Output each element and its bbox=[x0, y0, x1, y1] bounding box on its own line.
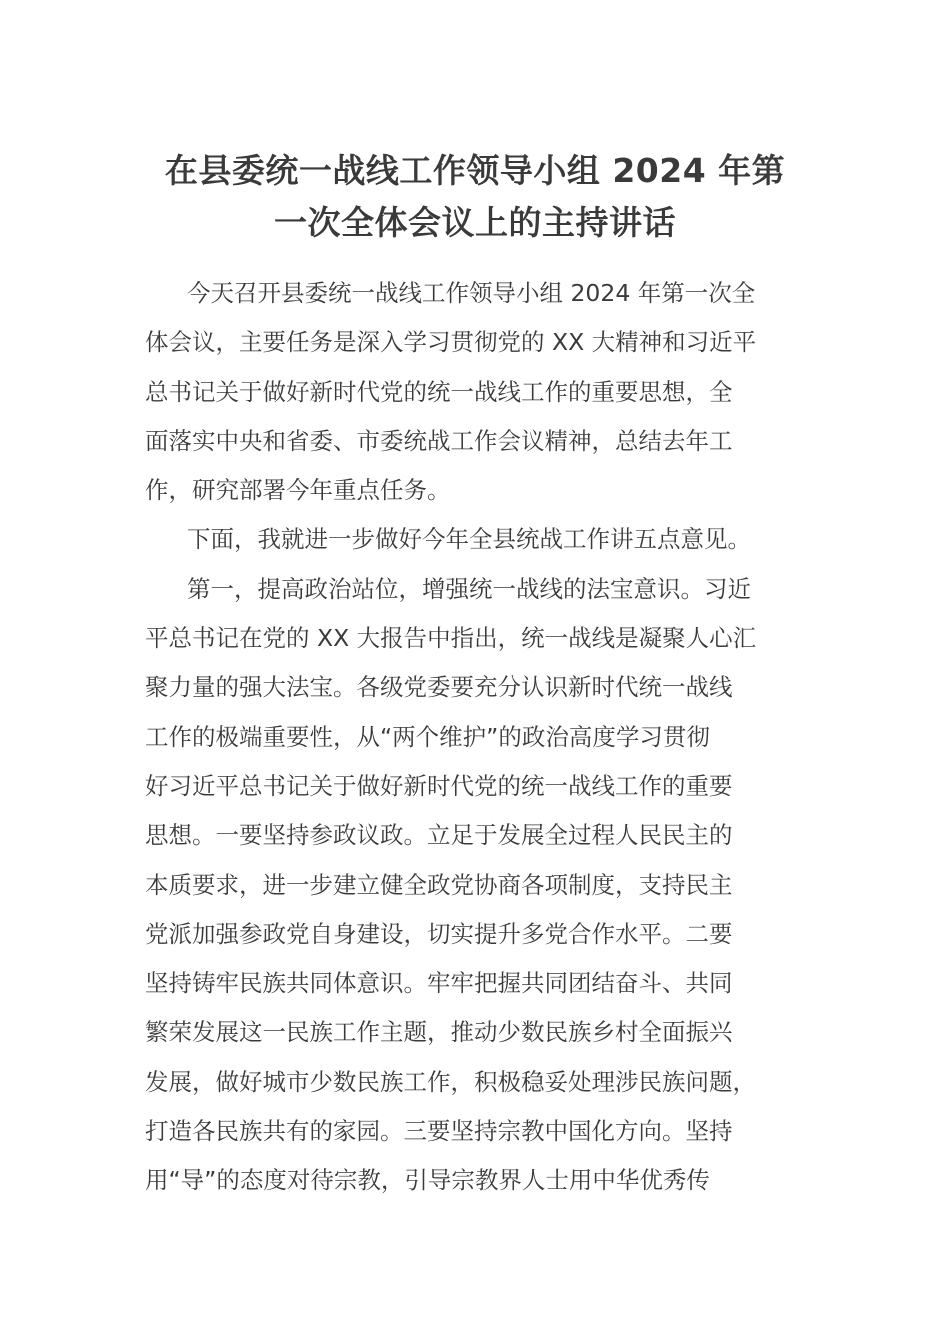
paragraph-line: 体会议，主要任务是深入学习贯彻党的 XX 大精神和习近平 bbox=[145, 328, 757, 357]
paragraph-line: 打造各民族共有的家园。三要坚持宗教中国化方向。坚持 bbox=[145, 1117, 733, 1146]
paragraph-line: 本质要求，进一步建立健全政党协商各项制度，支持民主 bbox=[145, 870, 733, 899]
paragraph-line: 坚持铸牢民族共同体意识。牢牢把握共同团结奋斗、共同 bbox=[145, 969, 733, 998]
page-title bbox=[140, 145, 810, 249]
paragraph-line: 工作的极端重要性，从“两个维护”的政治高度学习贯彻 bbox=[145, 722, 710, 751]
paragraph-line: 今天召开县委统一战线工作领导小组 2024 年第一次全 bbox=[187, 279, 756, 307]
paragraph-line: 平总书记在党的 XX 大报告中指出，统一战线是凝聚人心汇 bbox=[145, 624, 757, 653]
paragraph-3 bbox=[145, 565, 810, 1206]
body-text bbox=[145, 269, 810, 1206]
paragraph-line: 第一，提高政治站位，增强统一战线的法宝意识。习近 bbox=[187, 574, 751, 603]
paragraph-line: 下面，我就进一步做好今年全县统战工作讲五点意见。 bbox=[187, 525, 751, 554]
paragraph-line: 作，研究部署今年重点任务。 bbox=[145, 476, 451, 505]
paragraph-2 bbox=[145, 515, 810, 564]
paragraph-line: 党派加强参政党自身建设，切实提升多党合作水平。二要 bbox=[145, 919, 733, 948]
paragraph-line: 思想。一要坚持参政议政。立足于发展全过程人民民主的 bbox=[145, 821, 733, 850]
paragraph-line: 好习近平总书记关于做好新时代党的统一战线工作的重要 bbox=[145, 771, 733, 800]
title-line-1: 在县委统一战线工作领导小组 2024 年第 bbox=[164, 151, 786, 190]
title-line-2: 一次全体会议上的主持讲话 bbox=[274, 203, 676, 242]
paragraph-line: 繁荣发展这一民族工作主题，推动少数民族乡村全面振兴 bbox=[145, 1018, 733, 1047]
paragraph-line: 面落实中央和省委、市委统战工作会议精神，总结去年工 bbox=[145, 426, 733, 455]
paragraph-line: 发展，做好城市少数民族工作，积极稳妥处理涉民族问题， bbox=[145, 1067, 756, 1096]
paragraph-line: 用“导”的态度对待宗教，引导宗教界人士用中华优秀传 bbox=[145, 1166, 710, 1195]
paragraph-1 bbox=[145, 269, 810, 515]
paragraph-line: 聚力量的强大法宝。各级党委要充分认识新时代统一战线 bbox=[145, 673, 733, 702]
paragraph-line: 总书记关于做好新时代党的统一战线工作的重要思想，全 bbox=[145, 377, 733, 406]
